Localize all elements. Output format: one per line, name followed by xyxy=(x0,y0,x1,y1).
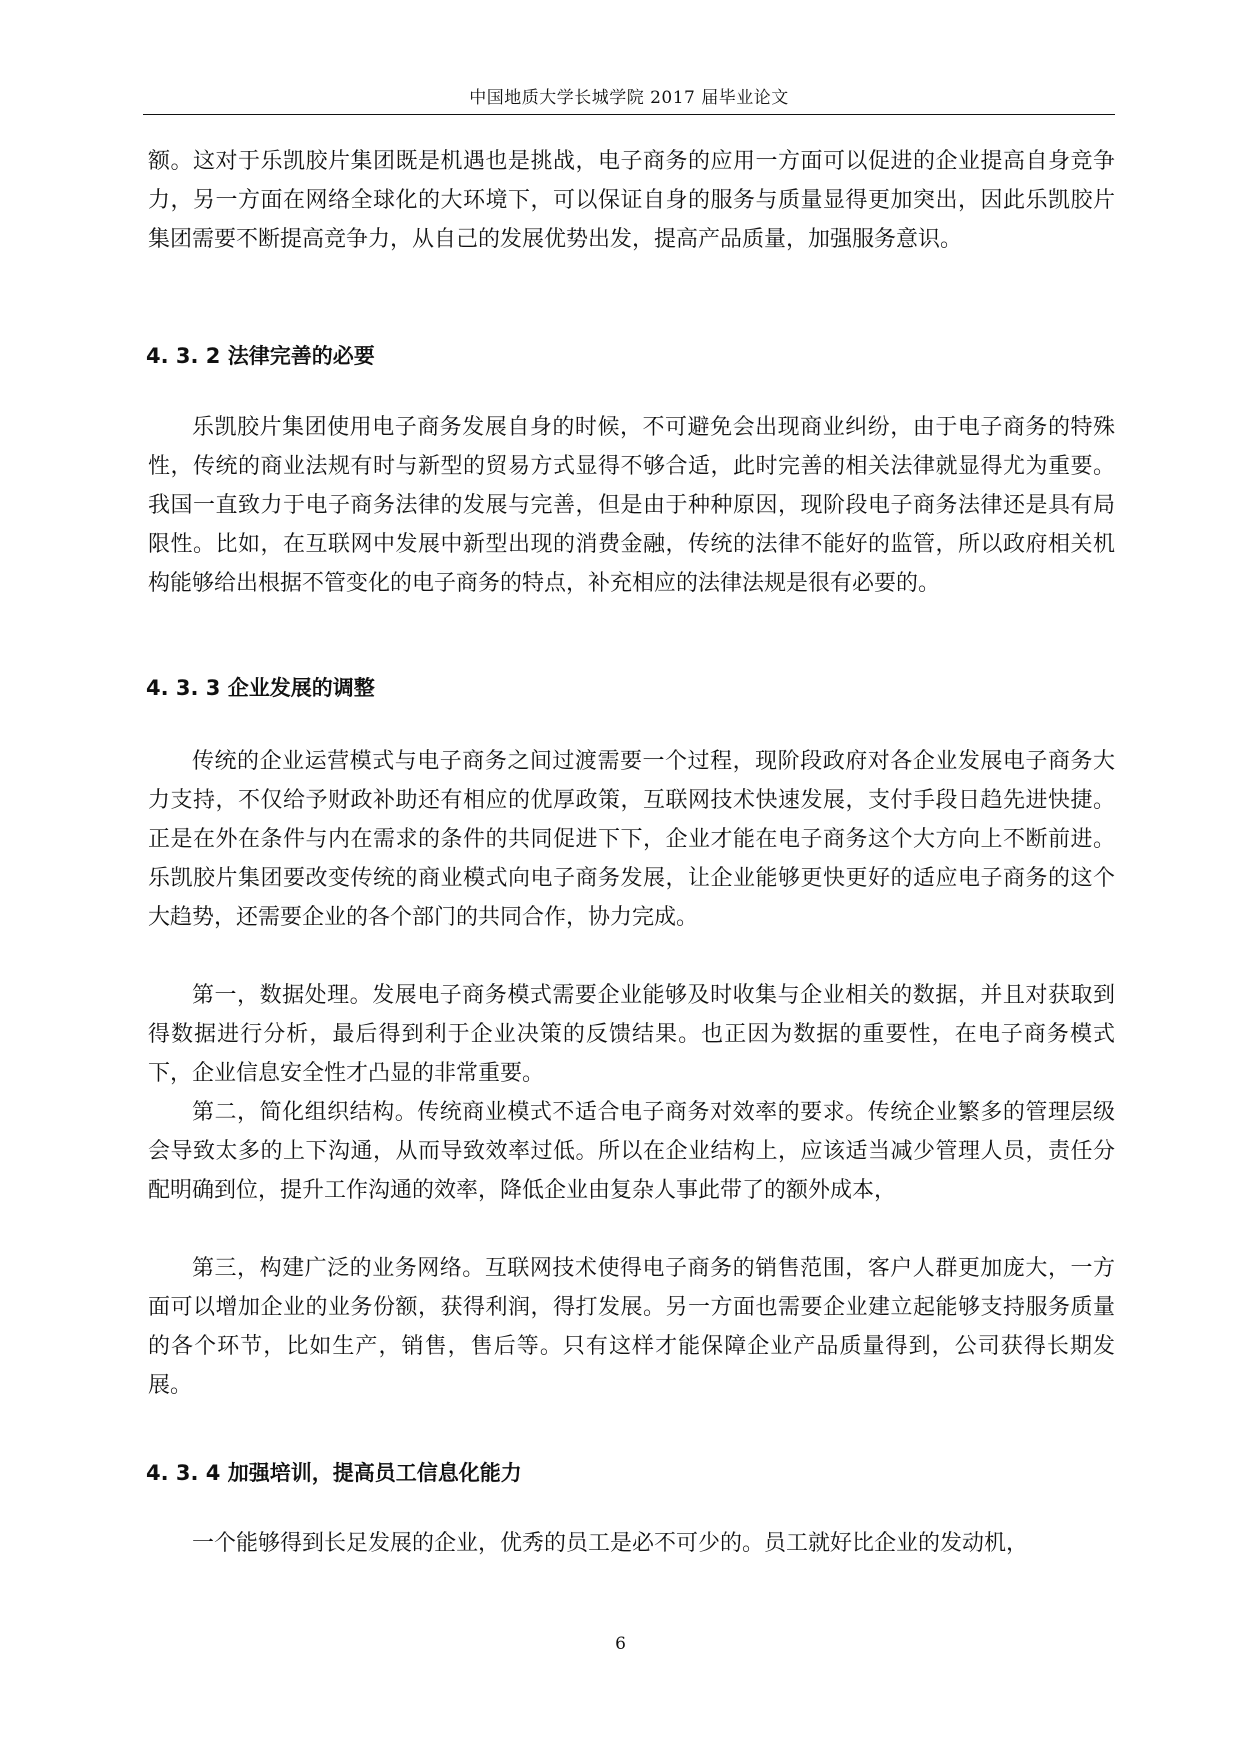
section-4-3-3-paragraph-4: 第三，构建广泛的业务网络。互联网技术使得电子商务的销售范围，客户人群更加庞大，一方面可以增加企业的业务份额，获得利润，得打发展。另一方面也需要企业建立起能够支持服务质量的各个环节，比如生产，销售，售后等。只有这样才能保障企业产品质量得到，公司获得长期发展。 xyxy=(148,1256,1115,1398)
page-number: 6 xyxy=(615,1634,626,1654)
section-4-3-3-paragraph-3: 第二，简化组织结构。传统商业模式不适合电子商务对效率的要求。传统企业繁多的管理层级会导致太多的上下沟通，从而导致效率过低。所以在企业结构上，应该适当减少管理人员，责任分配明确到位，提升工作沟通的效率，降低企业由复杂人事此带了的额外成本， xyxy=(148,1100,1115,1203)
section-4-3-2-paragraph: 乐凯胶片集团使用电子商务发展自身的时候，不可避免会出现商业纠纷，由于电子商务的特殊性，传统的商业法规有时与新型的贸易方式显得不够合适，此时完善的相关法律就显得尤为重要。我国一直致力于电子商务法律的发展与完善，但是由于种种原因，现阶段电子商务法律还是具有局限性。比如，在互联网中发展中新型出现的消费金融，传统的法律不能好的监管，所以政府相关机构能够给出根据不管变化的电子商务的特点，补充相应的法律法规是很有必要的。 xyxy=(148,415,1115,596)
header-divider xyxy=(143,114,1115,115)
section-heading-4-3-4: 4. 3. 4 加强培训，提高员工信息化能力 xyxy=(146,1461,522,1485)
page-header-title: 中国地质大学长城学院 2017 届毕业论文 xyxy=(469,88,789,108)
section-4-3-4-paragraph: 一个能够得到长足发展的企业，优秀的员工是必不可少的。员工就好比企业的发动机， xyxy=(192,1531,1029,1556)
section-4-3-3-paragraph-2: 第一，数据处理。发展电子商务模式需要企业能够及时收集与企业相关的数据，并且对获取到得数据进行分析，最后得到利于企业决策的反馈结果。也正因为数据的重要性，在电子商务模式下，企业信息安全性才凸显的非常重要。 xyxy=(148,983,1115,1086)
section-heading-4-3-2: 4. 3. 2 法律完善的必要 xyxy=(146,344,375,368)
section-4-3-3-paragraph-1: 传统的企业运营模式与电子商务之间过渡需要一个过程，现阶段政府对各企业发展电子商务大力支持，不仅给予财政补助还有相应的优厚政策，互联网技术快速发展，支付手段日趋先进快捷。正是在外在条件与内在需求的条件的共同促进下下，企业才能在电子商务这个大方向上不断前进。乐凯胶片集团要改变传统的商业模式向电子商务发展，让企业能够更快更好的适应电子商务的这个大趋势，还需要企业的各个部门的共同合作，协力完成。 xyxy=(148,749,1115,930)
intro-paragraph: 额。这对于乐凯胶片集团既是机遇也是挑战，电子商务的应用一方面可以促进的企业提高自身竞争力，另一方面在网络全球化的大环境下，可以保证自身的服务与质量显得更加突出，因此乐凯胶片集团需要不断提高竞争力，从自己的发展优势出发，提高产品质量，加强服务意识。 xyxy=(148,149,1115,252)
section-heading-4-3-3: 4. 3. 3 企业发展的调整 xyxy=(146,676,375,700)
